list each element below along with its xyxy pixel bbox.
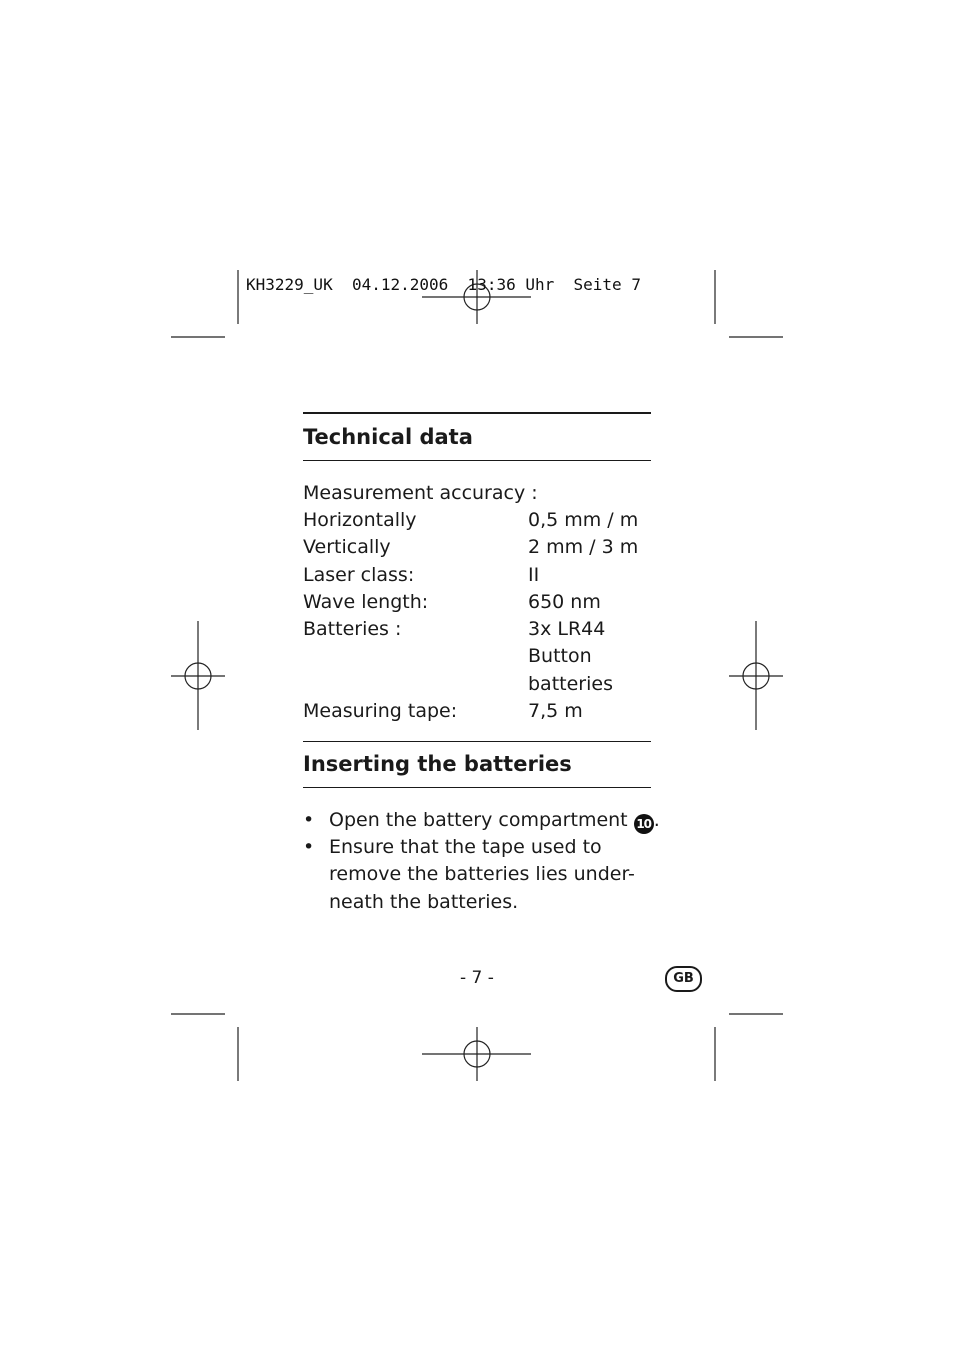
spec-label: Laser class: bbox=[303, 564, 415, 586]
list-item-line: remove the batteries lies under- bbox=[329, 863, 635, 886]
spec-label: Vertically bbox=[303, 536, 391, 558]
spec-value: II bbox=[528, 564, 540, 586]
spec-value: batteries bbox=[528, 673, 613, 695]
country-badge: GB bbox=[665, 966, 702, 992]
spec-value: 650 nm bbox=[528, 591, 601, 613]
list-item-period: . bbox=[653, 809, 660, 831]
spec-value: 0,5 mm / m bbox=[528, 509, 639, 531]
spec-value: 3x LR44 bbox=[528, 618, 606, 640]
spec-value: Button bbox=[528, 645, 592, 667]
spec-label: Horizontally bbox=[303, 509, 417, 531]
section-bottom-rule bbox=[303, 787, 651, 788]
print-slug: KH3229_UK 04.12.2006 13:36 Uhr Seite 7 bbox=[246, 275, 641, 294]
spec-label: Batteries : bbox=[303, 618, 402, 640]
list-item-line: neath the batteries. bbox=[329, 890, 519, 913]
section-bottom-rule bbox=[303, 460, 651, 461]
list-item-text bbox=[329, 807, 659, 834]
spec-value: 2 mm / 3 m bbox=[528, 536, 639, 558]
page-number: - 7 - bbox=[460, 968, 494, 988]
spec-label: Measuring tape: bbox=[303, 700, 458, 722]
list-item-text-main: Open the battery compartment bbox=[329, 809, 628, 831]
part-number-10-badge: 10 bbox=[634, 814, 654, 834]
list-item-text bbox=[329, 834, 659, 916]
bullet-dot: • bbox=[303, 836, 315, 858]
inserting-batteries-heading: Inserting the batteries bbox=[303, 752, 572, 776]
spec-label: Wave length: bbox=[303, 591, 429, 613]
bullet-dot: • bbox=[303, 809, 315, 831]
technical-data-heading: Technical data bbox=[303, 425, 473, 449]
list-item-line: Ensure that the tape used to bbox=[329, 836, 602, 858]
accuracy-label: Measurement accuracy : bbox=[303, 482, 538, 504]
section-top-rule bbox=[303, 412, 651, 414]
spec-value: 7,5 m bbox=[528, 700, 583, 722]
section-top-rule bbox=[303, 741, 651, 742]
